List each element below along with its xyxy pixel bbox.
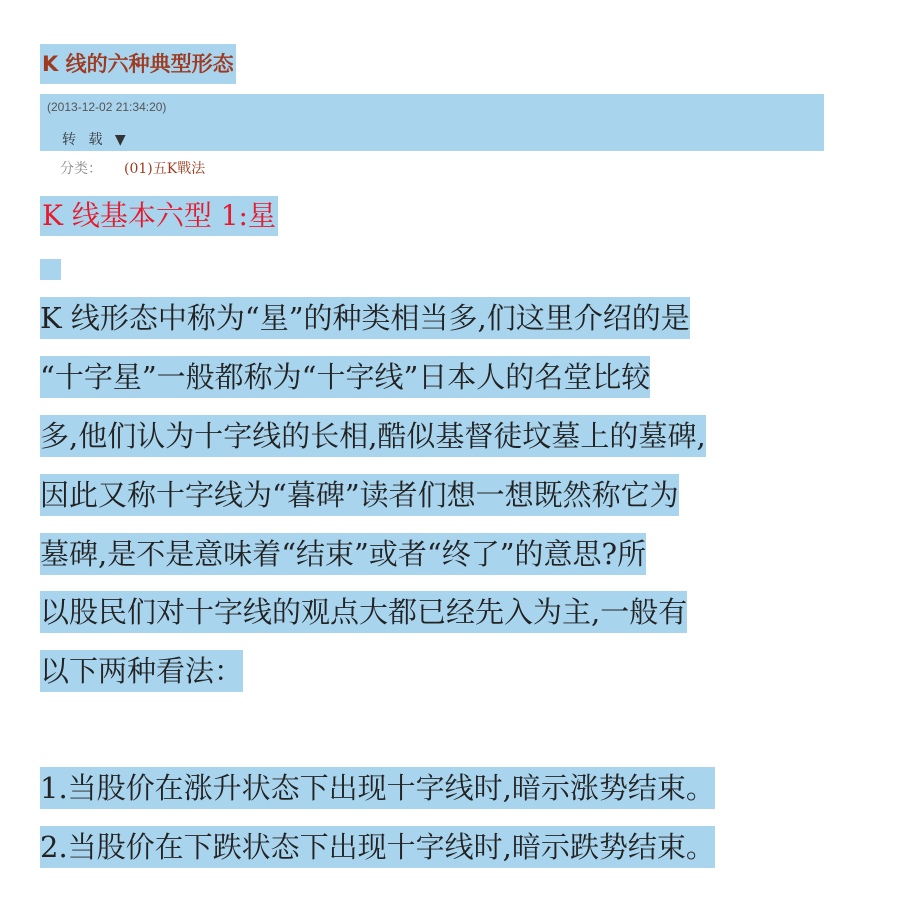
body-line: 墓碑,是不是意味着“结束”或者“终了”的意思?所 — [40, 533, 646, 575]
article-timestamp: (2013-12-02 21:34:20) — [47, 100, 167, 114]
body-line: K 线形态中称为“星”的种类相当多,们这里介绍的是 — [40, 297, 690, 339]
article-title: K 线的六种典型形态 — [40, 44, 236, 84]
repost-dropdown[interactable]: 转 载 ▼ — [62, 132, 130, 148]
article-meta-bar — [40, 94, 824, 151]
category-link[interactable]: (01)五K戰法 — [124, 161, 206, 177]
body-line: 因此又称十字线为“暮碑”读者们想一想既然称它为 — [40, 474, 679, 516]
category-label: 分类： — [60, 161, 102, 177]
body-line: 多,他们认为十字线的长相,酷似基督徒坟墓上的墓碑, — [40, 415, 706, 457]
body-line: 以股民们对十字线的观点大都已经先入为主,一般有 — [40, 591, 687, 633]
selected-blank-line — [40, 259, 61, 280]
article-category — [60, 158, 205, 178]
section-heading: K 线基本六型 1:星 — [40, 196, 278, 236]
list-item: 1.当股价在涨升状态下出现十字线时,暗示涨势结束。 — [40, 767, 715, 809]
list-item: 2.当股价在下跌状态下出现十字线时,暗示跌势结束。 — [40, 826, 715, 868]
body-line: 以下两种看法： — [40, 650, 243, 692]
body-line: “十字星”一般都称为“十字线”日本人的名堂比较 — [40, 356, 650, 398]
